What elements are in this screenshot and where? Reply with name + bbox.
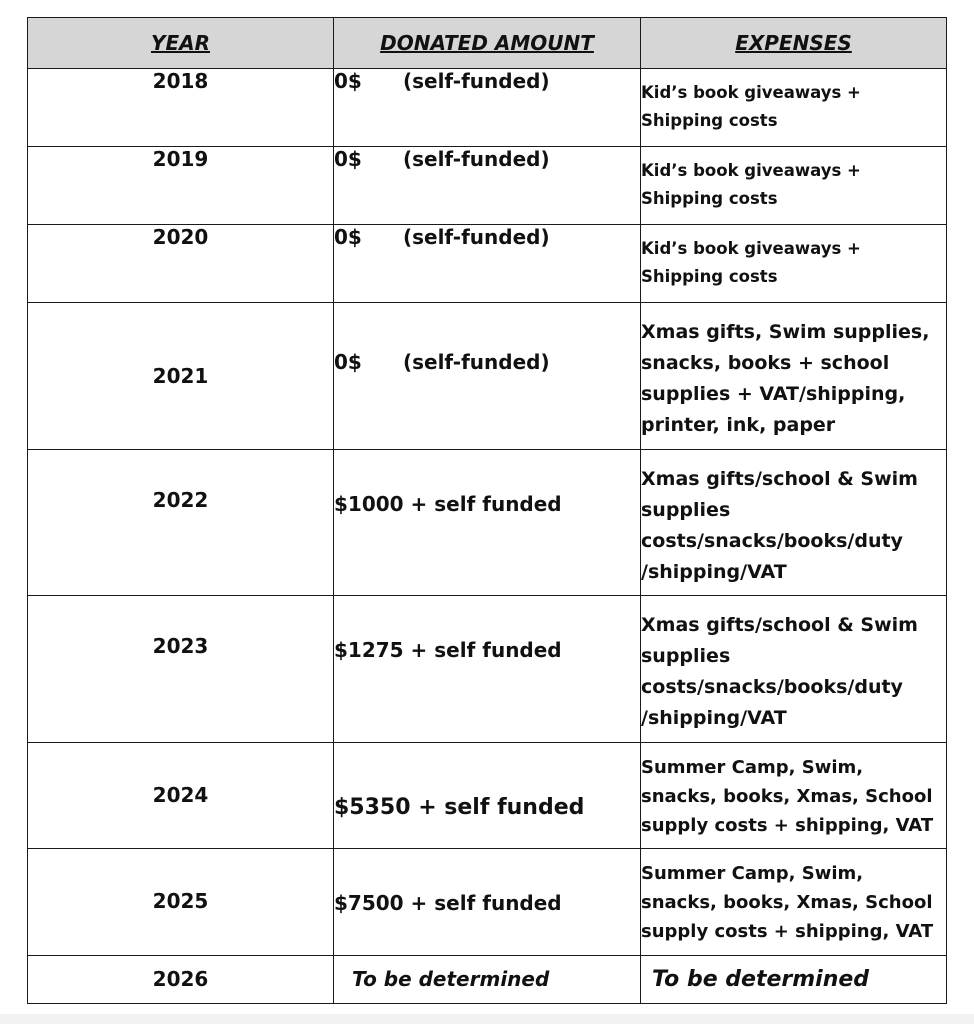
- table-row: [28, 147, 947, 225]
- expenses-line: /shipping/VAT: [641, 707, 787, 729]
- year-cell: 2026: [28, 956, 334, 1004]
- amount-value: 0$: [334, 69, 362, 93]
- table-row: [28, 69, 947, 147]
- year-cell: 2025: [28, 849, 334, 956]
- year-cell: 2021: [28, 303, 334, 450]
- expenses-cell: [641, 303, 947, 450]
- expenses-line: Kid’s book giveaways +: [641, 239, 861, 258]
- expenses-line: Xmas gifts/school & Swim: [641, 614, 918, 636]
- expenses-line: Summer Camp, Swim,: [641, 863, 864, 884]
- expenses-cell: [641, 743, 947, 849]
- amount-cell: $5350 + self funded: [334, 743, 641, 849]
- table-row: [28, 225, 947, 303]
- expenses-line: supply costs + shipping, VAT: [641, 815, 934, 836]
- amount-note: (self-funded): [402, 225, 550, 249]
- amount-note: (self-funded): [402, 147, 550, 171]
- expenses-line: /shipping/VAT: [641, 561, 787, 583]
- amount-cell: $1275 + self funded: [334, 596, 641, 743]
- page-bottom-band: [0, 1014, 974, 1024]
- header-expenses: EXPENSES: [641, 18, 947, 69]
- amount-cell: [334, 69, 641, 147]
- expenses-cell: [641, 69, 947, 147]
- expenses-line: Summer Camp, Swim,: [641, 757, 864, 778]
- expenses-line: Kid’s book giveaways +: [641, 83, 861, 102]
- expenses-line: snacks, books + school: [641, 352, 890, 374]
- expenses-line: Shipping costs: [641, 111, 778, 130]
- expenses-line: supplies: [641, 645, 731, 667]
- expenses-cell: [641, 450, 947, 596]
- expenses-line: costs/snacks/books/duty: [641, 676, 903, 698]
- year-cell: 2024: [28, 743, 334, 849]
- expenses-line: Xmas gifts/school & Swim: [641, 468, 918, 490]
- table-row: [28, 596, 947, 743]
- amount-note: (self-funded): [402, 350, 550, 374]
- table-header-row: [28, 18, 947, 69]
- header-donated-amount: DONATED AMOUNT: [334, 18, 641, 69]
- expenses-cell: [641, 147, 947, 225]
- table-row: [28, 450, 947, 596]
- year-cell: 2019: [28, 147, 334, 225]
- amount-cell: [334, 303, 641, 450]
- table-row: [28, 849, 947, 956]
- expenses-line: supplies + VAT/shipping,: [641, 383, 906, 405]
- table-row: [28, 743, 947, 849]
- expenses-line: supply costs + shipping, VAT: [641, 921, 934, 942]
- expenses-cell: [641, 849, 947, 956]
- amount-cell: $1000 + self funded: [334, 450, 641, 596]
- expenses-line: costs/snacks/books/duty: [641, 530, 903, 552]
- expenses-line: snacks, books, Xmas, School: [641, 786, 933, 807]
- expenses-line: supplies: [641, 499, 731, 521]
- amount-note: (self-funded): [402, 69, 550, 93]
- year-cell: 2022: [28, 450, 334, 596]
- expenses-cell: [641, 225, 947, 303]
- year-cell: 2020: [28, 225, 334, 303]
- expenses-line: printer, ink, paper: [641, 414, 836, 436]
- expenses-line: Kid’s book giveaways +: [641, 161, 861, 180]
- year-cell: 2018: [28, 69, 334, 147]
- expenses-cell: To be determined: [641, 956, 947, 1004]
- expenses-line: Shipping costs: [641, 189, 778, 208]
- header-year: YEAR: [28, 18, 334, 69]
- amount-value: 0$: [334, 225, 362, 249]
- table-row: [28, 303, 947, 450]
- amount-cell: [334, 147, 641, 225]
- amount-value: 0$: [334, 147, 362, 171]
- table-row: [28, 956, 947, 1004]
- year-cell: 2023: [28, 596, 334, 743]
- expenses-line: Shipping costs: [641, 267, 778, 286]
- expenses-cell: [641, 596, 947, 743]
- expenses-line: Xmas gifts, Swim supplies,: [641, 321, 930, 343]
- amount-value: 0$: [334, 350, 362, 374]
- amount-cell: [334, 225, 641, 303]
- amount-cell: $7500 + self funded: [334, 849, 641, 956]
- amount-cell: To be determined: [334, 956, 641, 1004]
- expenses-line: snacks, books, Xmas, School: [641, 892, 933, 913]
- donations-table: [27, 17, 947, 1004]
